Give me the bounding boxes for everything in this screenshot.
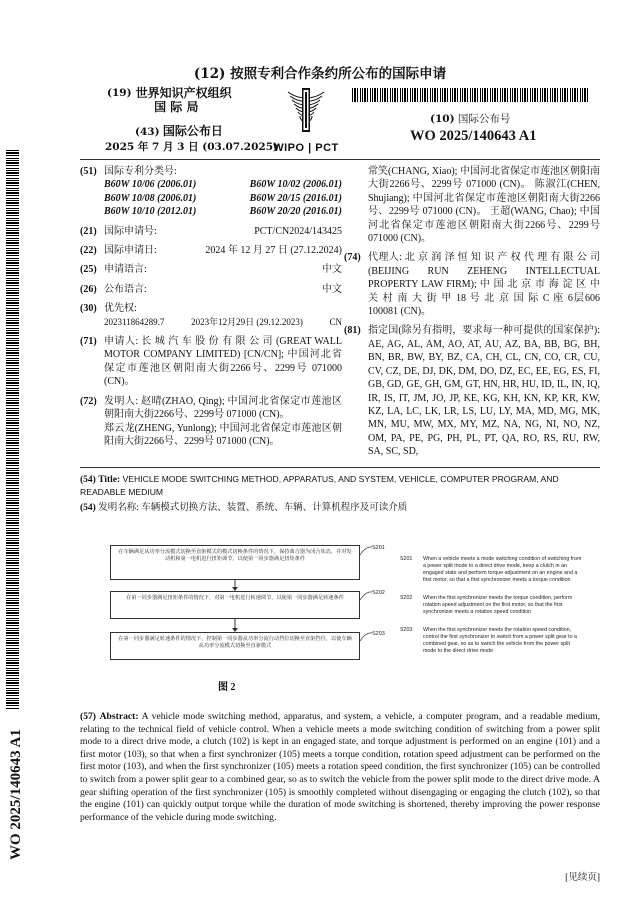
- field-72: (72) 发明人: 赵晴(ZHAO, Qing); 中国河北省保定市莲池区朝阳南大街2266号、2299号 071000 (CN)。 郑云龙(ZHENG, Yunlong); 中国河北省保定市莲池区朝阳南大街2266号、2299号 071000 (CN)。: [80, 395, 342, 447]
- pubdate-label: 国际公布日: [162, 124, 223, 138]
- agent: 代理人: 北 京 润 泽 恒 知 识 产 权 代 理 有 限 公 司 (BEIJING RUN ZEHENG INTELLECTUAL PROPERTY LAW FIRM); 中 国 北 京 市 海 淀 区 中 关 村 南 大 街 甲 18 号 北 京 国 际 C 座 6层606 100081 (CN)。: [368, 252, 600, 318]
- arrow-down-icon: [230, 580, 240, 592]
- figure-caption: 图 2: [218, 682, 236, 693]
- left-column: [80, 165, 342, 448]
- chinese-title: (54) 发明名称: 车辆模式切换方法、装置、系统、车辆、计算机程序及可读介质: [80, 503, 408, 513]
- org-block: [107, 86, 232, 114]
- abstract-code: (57): [80, 711, 96, 722]
- publication-language: 中文: [322, 283, 342, 295]
- filing-language: 中文: [322, 264, 342, 276]
- ipc-class: B60W 10/08 (2006.01): [104, 192, 197, 204]
- figure: [80, 528, 600, 693]
- pubno-label: 国际公布号: [457, 113, 511, 125]
- field-30-label: 优先权:: [104, 303, 137, 315]
- field-22: (22) 国际申请日: 2024 年 12 月 27 日 (27.12.2024): [80, 245, 342, 257]
- inventor: 郑云龙(ZHENG, Yunlong); 中国河北省保定市莲池区朝阳南大街2266号、2299号 071000 (CN)。: [104, 422, 342, 447]
- field-26-label: 公布语言:: [104, 283, 147, 295]
- inventors-continued: 常笑(CHANG, Xiao); 中国河北省保定市莲池区朝阳南大街2266号、2299号 071000 (CN)。 陈淑江(CHEN, Shujiang); 中国河北省保定市莲池区朝阳南大街2266号、2299号 071000 (CN)。 王超(WANG, Chao); 中国河北省保定市莲池区朝阳南大街2266号、2299号 071000 (CN)。: [368, 166, 600, 245]
- wipo-logo-text: WIPO | PCT: [273, 142, 339, 154]
- desc-label: S202: [400, 595, 413, 601]
- ipc-class: B60W 10/02 (2006.01): [249, 179, 342, 191]
- step-label: S203: [372, 631, 385, 637]
- side-pub-number: WO 2025/140643 A1: [8, 729, 24, 860]
- document-title: (12) 按照专利合作条约所公布的国际申请: [193, 66, 447, 82]
- field-51: (51) 国际专利分类号: B60W 10/06 (2006.01) B60W 10/02 (2006.01) B60W 10/08 (2006.01) B60W 20/15 (2016.01) B60W 10/10 (2012.01) B60W 20/20 (2016.01): [80, 166, 342, 218]
- side-barcode: [6, 150, 19, 710]
- inventor: 发明人: 赵晴(ZHAO, Qing); 中国河北省保定市莲池区朝阳南大街2266号、2299号 071000 (CN)。: [104, 395, 342, 421]
- flow-step-box: 在车辆满足从功率分流模式切换至直驱模式的模式切换条件的情况下，保持离合器为闭合状态，并对发动机和第一电机进行扭矩调节，以使第一同步器满足扭矩条件: [110, 545, 360, 580]
- header-divider: [80, 159, 600, 160]
- pubno-block: [430, 112, 510, 126]
- abstract: [80, 711, 600, 824]
- abstract-label: Abstract:: [99, 711, 139, 722]
- designated-states: 指定国(除另有指明，要求每一种可提供的国家保护): AE, AG, AL, AM, AO, AT, AU, AZ, BA, BB, BG, BH, BN, BR, BW, BY, BZ, CA, CH, CL, CN, CO, CR, CU, CV, CZ, DE, DJ, DK, DM, DO, DZ, EC, EE, EG, ES, FI, GB, GD, GE, GH, GM, GT, HN, HR, HU, ID, IL, IN, IQ, IR, IS, IT, JM, JO, JP, KE, KG, KH, KN, KP, KR, KW, KZ, LA, LC, LK, LR, LS, LU, LY, MA, MD, MG, MK, MN, MU, MW, MX, MY, MZ, NA, NG, NI, NO, NZ, OM, PA, PE, PG, PH, PL, PT, QA, RO, RS, RU, RW, SA, SC, SD,: [368, 325, 600, 458]
- priority-date: 2023年12月29日 (29.12.2023): [191, 316, 303, 327]
- wipo-emblem-icon: [268, 86, 344, 138]
- field-71: (71) 申请人: 长 城 汽 车 股 份 有 限 公 司 (GREAT WALL MOTOR COMPANY LIMITED) [CN/CN]; 中国河北省保定市莲池区朝阳南大街2266号、2299号 071000 (CN)。: [80, 336, 342, 388]
- step-description: When the first synchronizer meets the rotation speed condition, control the first synchronizer to switch from a power split gear to a combined gear, so as to switch the vehicle from the power split mode to the direct drive mode: [423, 627, 577, 654]
- field-26: (26) 公布语言: 中文: [80, 283, 342, 295]
- org-name-line2: 国 际 局: [154, 100, 199, 114]
- ipc-class: B60W 20/15 (2016.01): [249, 192, 342, 204]
- chinese-title-value: 车辆模式切换方法、装置、系统、车辆、计算机程序及可读介质: [141, 503, 408, 513]
- step-description: When a vehicle meets a mode switching condition of switching from a power split mode to a direct drive mode, keep a clutch in an engaged state and perform torque adjustment on an engine and a first motor, so that a first synchronizer meets a torque condition: [423, 556, 582, 583]
- english-title-value: VEHICLE MODE SWITCHING METHOD, APPARATUS, AND SYSTEM, VEHICLE, COMPUTER PROGRAM, AND READABLE MEDIUM: [80, 474, 559, 497]
- org-code: (19): [107, 87, 132, 99]
- arrow-down-icon: [230, 619, 240, 633]
- filing-date: 2024 年 12 月 27 日 (27.12.2024): [205, 245, 342, 257]
- priority-app-no: 202311864289.7: [104, 316, 165, 327]
- ipc-class: B60W 10/10 (2012.01): [104, 206, 197, 218]
- step-description: When the first synchronizer meets the torque condition, perform rotation speed adjustment on the first motor, so that the first synchronizer meets a rotation speed condition: [423, 595, 573, 615]
- flow-step-box: 在第一同步器满足扭矩条件的情况下，对第一电机进行转速调节，以使第一同步器满足转速条件: [110, 591, 360, 619]
- step-label: S202: [372, 590, 385, 596]
- field-81: (81) 指定国(除另有指明，要求每一种可提供的国家保护): AE, AG, AL, AM, AO, AT, AU, AZ, BA, BB, BG, BH, BN, BR, BW, BY, BZ, CA, CH, CL, CN, CO, CR, CU, CV, CZ, DE, DJ, DK, DM, DO, DZ, EC, EE, EG, ES, FI, GB, GD, GE, GH, GM, GT, HN, HR, HU, ID, IL, IN, IQ, IR, IS, IT, JM, JO, JP, KE, KG, KH, KN, KP, KR, KW, KZ, LA, LC, LK, LR, LS, LU, LY, MA, MD, MG, MK, MN, MU, MW, MX, MY, MZ, NA, NG, NI, NO, NZ, OM, PA, PE, PG, PH, PL, PT, QA, RO, RS, RU, RW, SA, SC, SD,: [344, 325, 600, 458]
- desc-label: S201: [400, 556, 413, 562]
- field-30: (30) 优先权: 202311864289.7 2023年12月29日 (29.12.2023) CN: [80, 302, 342, 329]
- flow-step-box: 在第一同步器满足转速条件的情况下，控制第一同步器从功率分流行动挡位切换至直驱挡位，以使车辆从功率分流模式切换至直驱模式: [110, 632, 360, 660]
- right-column: [344, 165, 600, 459]
- field-21-label: 国际申请号:: [104, 225, 157, 237]
- pubno-value: WO 2025/140643 A1: [410, 128, 537, 144]
- field-51-label: 国际专利分类号:: [104, 166, 177, 177]
- application-number: PCT/CN2024/143425: [254, 225, 342, 237]
- leader-line: [360, 546, 372, 556]
- pubdate-block: [135, 124, 223, 139]
- wipo-logo: [268, 86, 344, 154]
- leader-line: [360, 632, 372, 642]
- continued-marker: [见续页]: [565, 873, 600, 883]
- org-name: 世界知识产权组织: [135, 86, 232, 100]
- field-25-label: 申请语言:: [104, 264, 147, 276]
- abstract-text: A vehicle mode switching method, apparatus, and system, a vehicle, a computer program, and a readable medium, relating to the technical field of vehicle control. When a vehicle meets a mode switching condition of switching from a power split mode to a direct drive mode, a clutch (102) is kept in an engaged state, and torque adjustment is performed on an engine (101) and a first motor (103), so that when a first synchronizer (105) meets a torque condition, rotation speed adjustment can be performed on the first motor (103), and when the first synchronizer (105) meets a rotation speed condition, the first synchronizer (105) can be controlled to switch from a power split gear to a combined gear, so as to switch the vehicle from the power split mode to the direct drive mode. A gear shifting operation of the first synchronizer (105) is smoothly completed without disengaging or engaging the clutch (102), so that the engine (101) can quickly output torque while the duration of mode switching is shortened, thereby improving the power response performance of the vehicle during mode switching.: [80, 711, 600, 823]
- field-74: (74) 代理人: 北 京 润 泽 恒 知 识 产 权 代 理 有 限 公 司 (BEIJING RUN ZEHENG INTELLECTUAL PROPERTY LAW FIRM); 中 国 北 京 市 海 淀 区 中 关 村 南 大 街 甲 18 号 北 京 国 际 C 座 6层606 100081 (CN)。: [344, 252, 600, 318]
- step-label: S201: [372, 545, 385, 551]
- applicant: 申请人: 长 城 汽 车 股 份 有 限 公 司 (GREAT WALL MOTOR COMPANY LIMITED) [CN/CN]; 中国河北省保定市莲池区朝阳南大街2266号、2299号 071000 (CN)。: [104, 336, 342, 388]
- ipc-class: B60W 20/20 (2016.01): [249, 206, 342, 218]
- field-22-label: 国际申请日:: [104, 245, 157, 257]
- field-21: (21) 国际申请号: PCT/CN2024/143425: [80, 225, 342, 237]
- pubdate-code: (43): [135, 126, 160, 138]
- leader-line: [360, 591, 372, 601]
- pubdate-value: 2025 年 7 月 3 日 (03.07.2025): [105, 141, 278, 153]
- biblio-divider: [80, 467, 600, 468]
- barcode-top: [352, 88, 588, 102]
- field-25: (25) 申请语言: 中文: [80, 264, 342, 276]
- ipc-class: B60W 10/06 (2006.01): [104, 179, 197, 191]
- desc-label: S203: [400, 627, 413, 633]
- english-title: (54) Title: VEHICLE MODE SWITCHING METHOD, APPARATUS, AND SYSTEM, VEHICLE, COMPUTER PROGRAM, AND READABLE MEDIUM: [80, 474, 559, 497]
- pubno-code: (10): [430, 113, 455, 125]
- priority-country: CN: [329, 316, 342, 327]
